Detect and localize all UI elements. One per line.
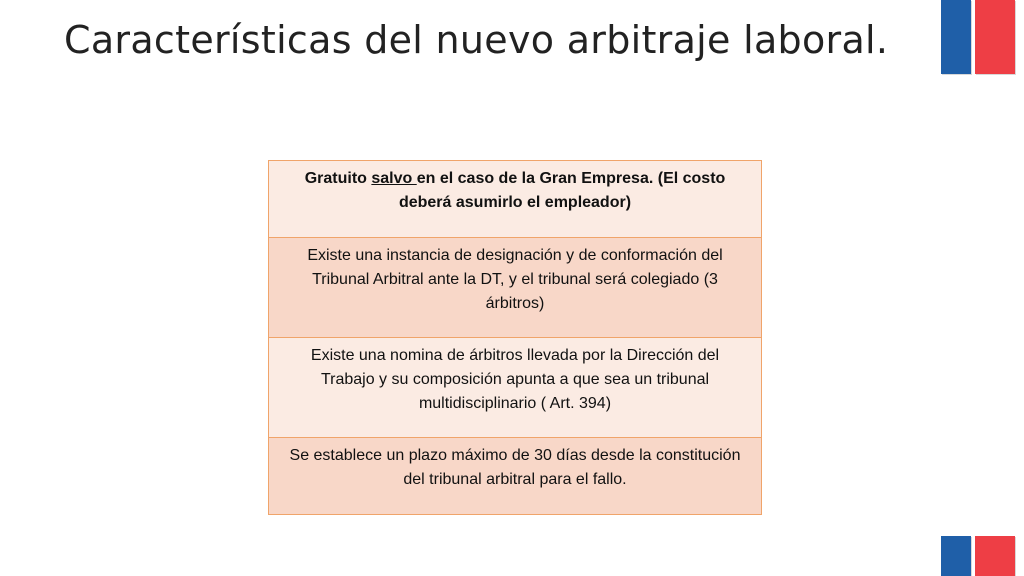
chile-flag-stripes-bottom xyxy=(941,536,1015,576)
blue-stripe xyxy=(941,0,971,74)
row-3-text: Existe una nomina de árbitros llevada por la Dirección del Trabajo y su composición apunta a que sea un tribunal multidisciplinario ( Art. 394) xyxy=(310,347,720,412)
table-row-2 xyxy=(269,238,761,338)
table-row-4 xyxy=(269,438,761,514)
row-1-prefix: Gratuito xyxy=(304,170,372,187)
row-2-text: Existe una instancia de designación y de conformación del Tribunal Arbitral ante la DT, y el tribunal será colegiado (3 árbitros) xyxy=(307,247,723,312)
row-1-suffix: en el caso de la Gran Empresa. (El costo deberá asumirlo el empleador) xyxy=(398,170,726,211)
blue-stripe xyxy=(941,536,971,576)
row-4-text: Se establece un plazo máximo de 30 días desde la constitución del tribunal arbitral para el fallo. xyxy=(289,447,741,488)
table-row-3 xyxy=(269,338,761,438)
features-table xyxy=(268,160,762,515)
slide-title: Características del nuevo arbitraje laboral. xyxy=(64,18,889,62)
row-1-underlined-word: salvo xyxy=(371,170,417,187)
table-row-1 xyxy=(269,161,761,238)
chile-flag-stripes-top xyxy=(941,0,1015,74)
red-stripe xyxy=(975,536,1015,576)
red-stripe xyxy=(975,0,1015,74)
